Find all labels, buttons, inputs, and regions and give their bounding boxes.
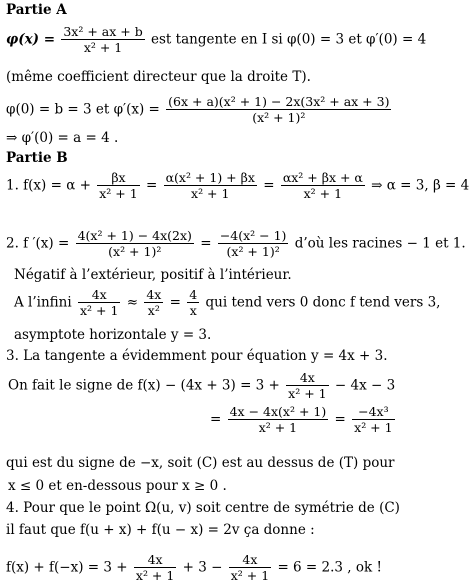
q4-k1-den: x² + 1 xyxy=(135,568,175,583)
q2-g2-den: x² xyxy=(147,303,160,318)
q2-roots: d’où les racines − 1 et 1. xyxy=(294,235,466,252)
phi-prime-numerator: (6x + a)(x² + 1) − 2x(3x² + ax + 3) xyxy=(168,94,390,109)
q3-line5: x ≤ 0 et en-dessous pour x ≥ 0 . xyxy=(8,478,227,494)
q4-k2 xyxy=(229,552,271,583)
q2-approx: ≈ xyxy=(126,294,139,311)
partB-heading: Partie B xyxy=(6,150,68,166)
q2-frac1-den: (x² + 1)² xyxy=(108,244,162,259)
q2-infinity-line xyxy=(14,287,440,318)
q3-eq2: = xyxy=(334,411,346,428)
q4-line3 xyxy=(6,552,382,583)
q3-h2-num: 4x − 4x(x² + 1) xyxy=(229,404,327,419)
q4-sum-lhs: f(x) + f(−x) = 3 + xyxy=(6,559,128,576)
tangent-condition: est tangente en I si φ(0) = 3 et φ′(0) = 4 xyxy=(151,31,427,48)
q3-h2-den: x² + 1 xyxy=(258,420,298,435)
q3-h1-den: x² + 1 xyxy=(288,386,327,401)
q2-g1 xyxy=(78,287,120,318)
q1-frac1-den: x² + 1 xyxy=(99,186,138,201)
q2-sign: Négatif à l’extérieur, positif à l’intérieur. xyxy=(14,267,292,283)
q4-sum-result: = 6 = 2.3 , ok ! xyxy=(277,559,382,576)
q1-line xyxy=(6,170,469,201)
q3-line2 xyxy=(8,370,395,401)
partA-line1 xyxy=(6,24,426,55)
q4-k1 xyxy=(134,552,176,583)
q3-line1: 3. La tangente a évidemment pour équation y = 4x + 3. xyxy=(6,348,388,364)
phi-prime-fraction xyxy=(166,94,391,125)
q2-infinity-text: A l’infini xyxy=(14,294,72,311)
q2-limit-text: qui tend vers 0 donc f tend vers 3, xyxy=(205,294,441,311)
q3-h1 xyxy=(286,370,328,401)
q3-h2 xyxy=(228,404,329,435)
q2-frac2 xyxy=(218,228,289,259)
q4-line2: il faut que f(u + x) + f(u − x) = 2v ça donne : xyxy=(6,522,315,538)
q3-sign-text: On fait le signe de f(x) − (4x + 3) = 3 + xyxy=(8,377,280,394)
q1-frac3-den: x² + 1 xyxy=(303,186,343,201)
q1-frac2 xyxy=(164,170,257,201)
phi-denominator: x² + 1 xyxy=(83,40,123,55)
q3-line4: qui est du signe de −x, soit (C) est au dessus de (T) pour xyxy=(6,455,395,471)
q2-lhs: 2. f ′(x) = xyxy=(6,235,70,252)
phi-prime-denominator: (x² + 1)² xyxy=(252,110,306,125)
q2-g1-num: 4x xyxy=(78,287,120,303)
q4-sum-mid: + 3 − xyxy=(182,559,223,576)
phi-numerator: 3x² + ax + b xyxy=(63,24,143,39)
q2-g1-den: x² + 1 xyxy=(79,303,119,318)
q4-line1: 4. Pour que le point Ω(u, v) soit centre de symétrie de (C) xyxy=(6,500,400,516)
q2-g3 xyxy=(187,287,199,318)
q2-asymptote: asymptote horizontale y = 3. xyxy=(14,327,212,343)
q4-k2-num: 4x xyxy=(229,552,271,568)
q1-lhs: 1. f(x) = α + xyxy=(6,177,91,194)
q2-g2 xyxy=(144,287,163,318)
partA-line2: (même coefficient directeur que la droite T). xyxy=(6,69,311,85)
q1-frac1-num: βx xyxy=(97,170,139,186)
q1-frac2-num: α(x² + 1) + βx xyxy=(165,170,255,185)
q4-k1-num: 4x xyxy=(134,552,176,568)
q2-g3-den: x xyxy=(189,303,197,318)
partA-line3 xyxy=(6,94,393,125)
q2-frac1-num: 4(x² + 1) − 4x(2x) xyxy=(77,228,192,243)
q2-frac2-den: (x² + 1)² xyxy=(226,244,280,259)
partA-heading: Partie A xyxy=(6,2,67,18)
q2-frac1 xyxy=(76,228,194,259)
q2-frac2-num: −4(x² − 1) xyxy=(219,228,287,243)
phi-fraction xyxy=(61,24,144,55)
q2-g2-num: 4x xyxy=(146,287,162,302)
q3-eq: = xyxy=(210,411,222,428)
q4-k2-den: x² + 1 xyxy=(230,568,270,583)
q3-h3 xyxy=(352,404,394,435)
q1-eq2: = xyxy=(263,177,275,194)
q2-eq: = xyxy=(169,294,181,311)
partA-line4: ⇒ φ′(0) = a = 4 . xyxy=(6,130,119,146)
phi-def-lhs: φ(x) = xyxy=(6,31,56,48)
q3-h3-den: x² + 1 xyxy=(354,420,393,435)
q2-line xyxy=(6,228,466,259)
q1-frac1 xyxy=(97,170,139,201)
q1-frac2-den: x² + 1 xyxy=(191,186,230,201)
q3-h3-num: −4x³ xyxy=(352,404,394,420)
phi-zero-text: φ(0) = b = 3 et φ′(x) = xyxy=(6,101,160,118)
q2-g3-num: 4 xyxy=(189,287,198,302)
q1-frac3 xyxy=(281,170,365,201)
q2-eq1: = xyxy=(200,235,212,252)
q3-sign-rest: − 4x − 3 xyxy=(334,377,396,394)
q1-result: ⇒ α = 3, β = 4 xyxy=(371,177,469,194)
q1-frac3-num: αx² + βx + α xyxy=(282,170,363,185)
q3-line3 xyxy=(210,404,397,435)
q1-eq1: = xyxy=(145,177,158,194)
q3-h1-num: 4x xyxy=(286,370,328,386)
